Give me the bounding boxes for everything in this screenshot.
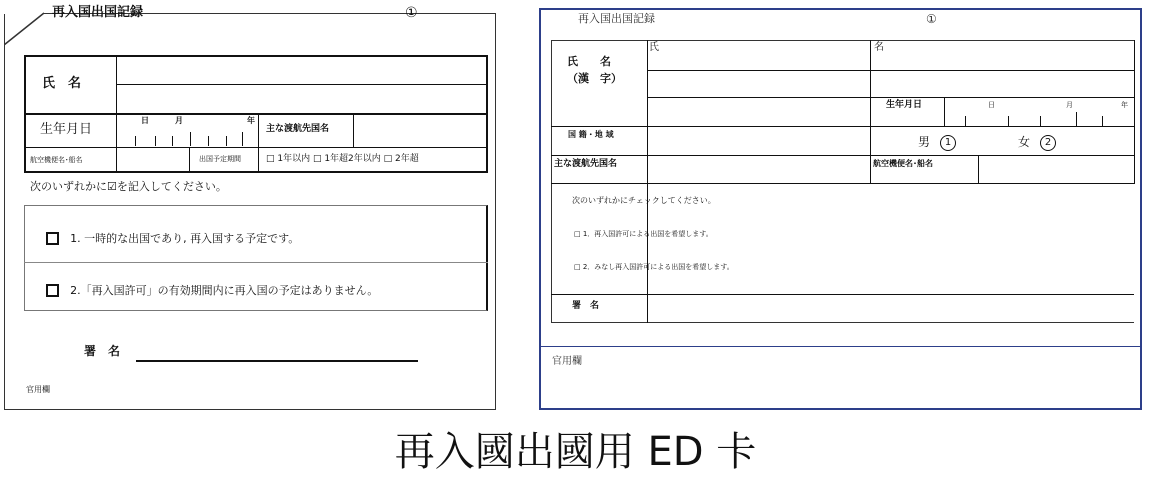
- left-dob-month: 月: [175, 116, 183, 125]
- left-dob-label: 生年月日: [40, 122, 93, 137]
- left-dob-year: 年: [247, 116, 255, 125]
- left-instruction: 次のいずれかに☑を記入してください。: [30, 180, 227, 193]
- left-dob-day: 日: [141, 116, 149, 125]
- right-dob-month: 月: [1066, 101, 1073, 109]
- right-female-circle[interactable]: 2: [1040, 135, 1056, 151]
- left-period-options[interactable]: □ 1年以内 □ 1年超2年以内 □ 2年超: [266, 154, 419, 164]
- right-dest-label: 主な渡航先国名: [554, 159, 618, 169]
- left-card-title: 再入国出国記録: [52, 5, 144, 20]
- right-name-label-1: 氏 名: [567, 55, 611, 68]
- left-card-corner: [4, 12, 46, 46]
- left-option1[interactable]: [46, 228, 300, 245]
- right-male-circle[interactable]: 1: [940, 135, 956, 151]
- right-dob-day: 日: [988, 101, 995, 109]
- left-option1-checkbox[interactable]: [46, 232, 59, 245]
- caption: 再入國出國用 ED 卡: [394, 429, 757, 475]
- left-departure-period-label: 出国予定期間: [199, 155, 241, 163]
- right-card-number: ①: [926, 12, 937, 26]
- right-option1[interactable]: □ 1．再入国許可による出国を希望します。: [574, 230, 713, 238]
- left-signature-label: 署 名: [84, 344, 121, 358]
- right-official-use: 官用欄: [552, 356, 582, 367]
- left-dest-label: 主な渡航先国名: [266, 124, 330, 134]
- right-card-title: 再入国出国記録: [578, 12, 655, 25]
- right-dob-year: 年: [1121, 101, 1128, 109]
- left-flight-label: 航空機便名･船名: [30, 156, 83, 164]
- left-option2-text: 2.「再入国許可」の有効期間内に再入国の予定はありません。: [70, 284, 379, 297]
- right-male-label: 男: [918, 135, 931, 149]
- left-option2[interactable]: [46, 280, 379, 297]
- left-name-label: 氏 名: [42, 76, 82, 91]
- right-instruction: 次のいずれかにチェックしてください。: [572, 196, 716, 205]
- right-flight-label: 航空機便名･船名: [873, 159, 933, 168]
- right-signature-label: 署 名: [572, 301, 600, 311]
- right-option2[interactable]: □ 2．みなし再入国許可による出国を希望します。: [574, 263, 734, 271]
- right-female-label: 女: [1018, 135, 1031, 149]
- left-option1-text: 1. 一時的な出国であり, 再入国する予定です。: [70, 232, 300, 245]
- left-official-use: 官用欄: [26, 385, 50, 394]
- right-dob-label: 生年月日: [886, 100, 923, 110]
- right-surname-label: 氏: [649, 42, 659, 53]
- left-signature-line[interactable]: [136, 360, 418, 362]
- left-card-number: ①: [405, 5, 418, 21]
- left-option2-checkbox[interactable]: [46, 284, 59, 297]
- right-given-name-label: 名: [874, 42, 884, 53]
- right-form-table: [551, 40, 1134, 323]
- right-name-label-2: （漢 字）: [567, 72, 622, 85]
- right-nationality-label: 国 籍・地 域: [568, 130, 614, 139]
